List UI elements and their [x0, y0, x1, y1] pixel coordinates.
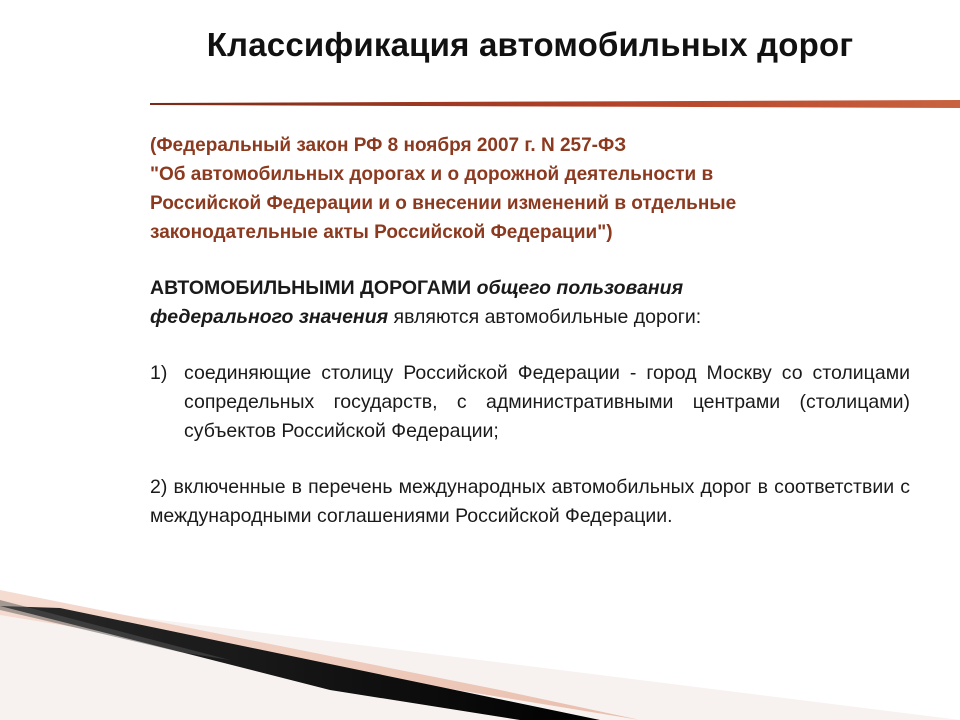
list-number: 1): [150, 362, 168, 384]
law-reference-line: Российской Федерации и о внесении изменений в отдельные: [150, 193, 737, 214]
list-item-text: соединяющие столицу Российской Федерации - город Москву со столицами сопредельных государств, с административными центрами (столицами) субъектов Российской Федерации;: [184, 362, 910, 442]
list-item-2: [150, 473, 910, 531]
slide-body: [150, 131, 910, 531]
definition-italic-1: общего пользования: [476, 277, 684, 299]
definition-italic-2: федерального значения: [150, 306, 389, 328]
definition-tail: являются автомобильные дороги:: [393, 306, 702, 328]
definition-term: АВТОМОБИЛЬНЫМИ ДОРОГАМИ: [150, 277, 472, 299]
list-item-text: включенные в перечень международных автомобильных дорог в соответствии с международными соглашениями Российской Федерации.: [150, 476, 910, 527]
list-number: 2): [150, 476, 168, 498]
definition-paragraph: [150, 274, 910, 332]
law-reference-line: (Федеральный закон РФ 8 ноября 2007 г. N 257-ФЗ: [150, 135, 627, 156]
slide-title: Классификация автомобильных дорог: [206, 26, 854, 63]
law-reference-line: законодательные акты Российской Федерации"): [150, 222, 613, 243]
law-reference-line: "Об автомобильных дорогах и о дорожной деятельности в: [150, 164, 714, 185]
title-underline: [150, 96, 960, 112]
decorative-swoosh: [0, 560, 960, 720]
list-item-1: [150, 359, 910, 446]
law-reference: [150, 131, 910, 247]
